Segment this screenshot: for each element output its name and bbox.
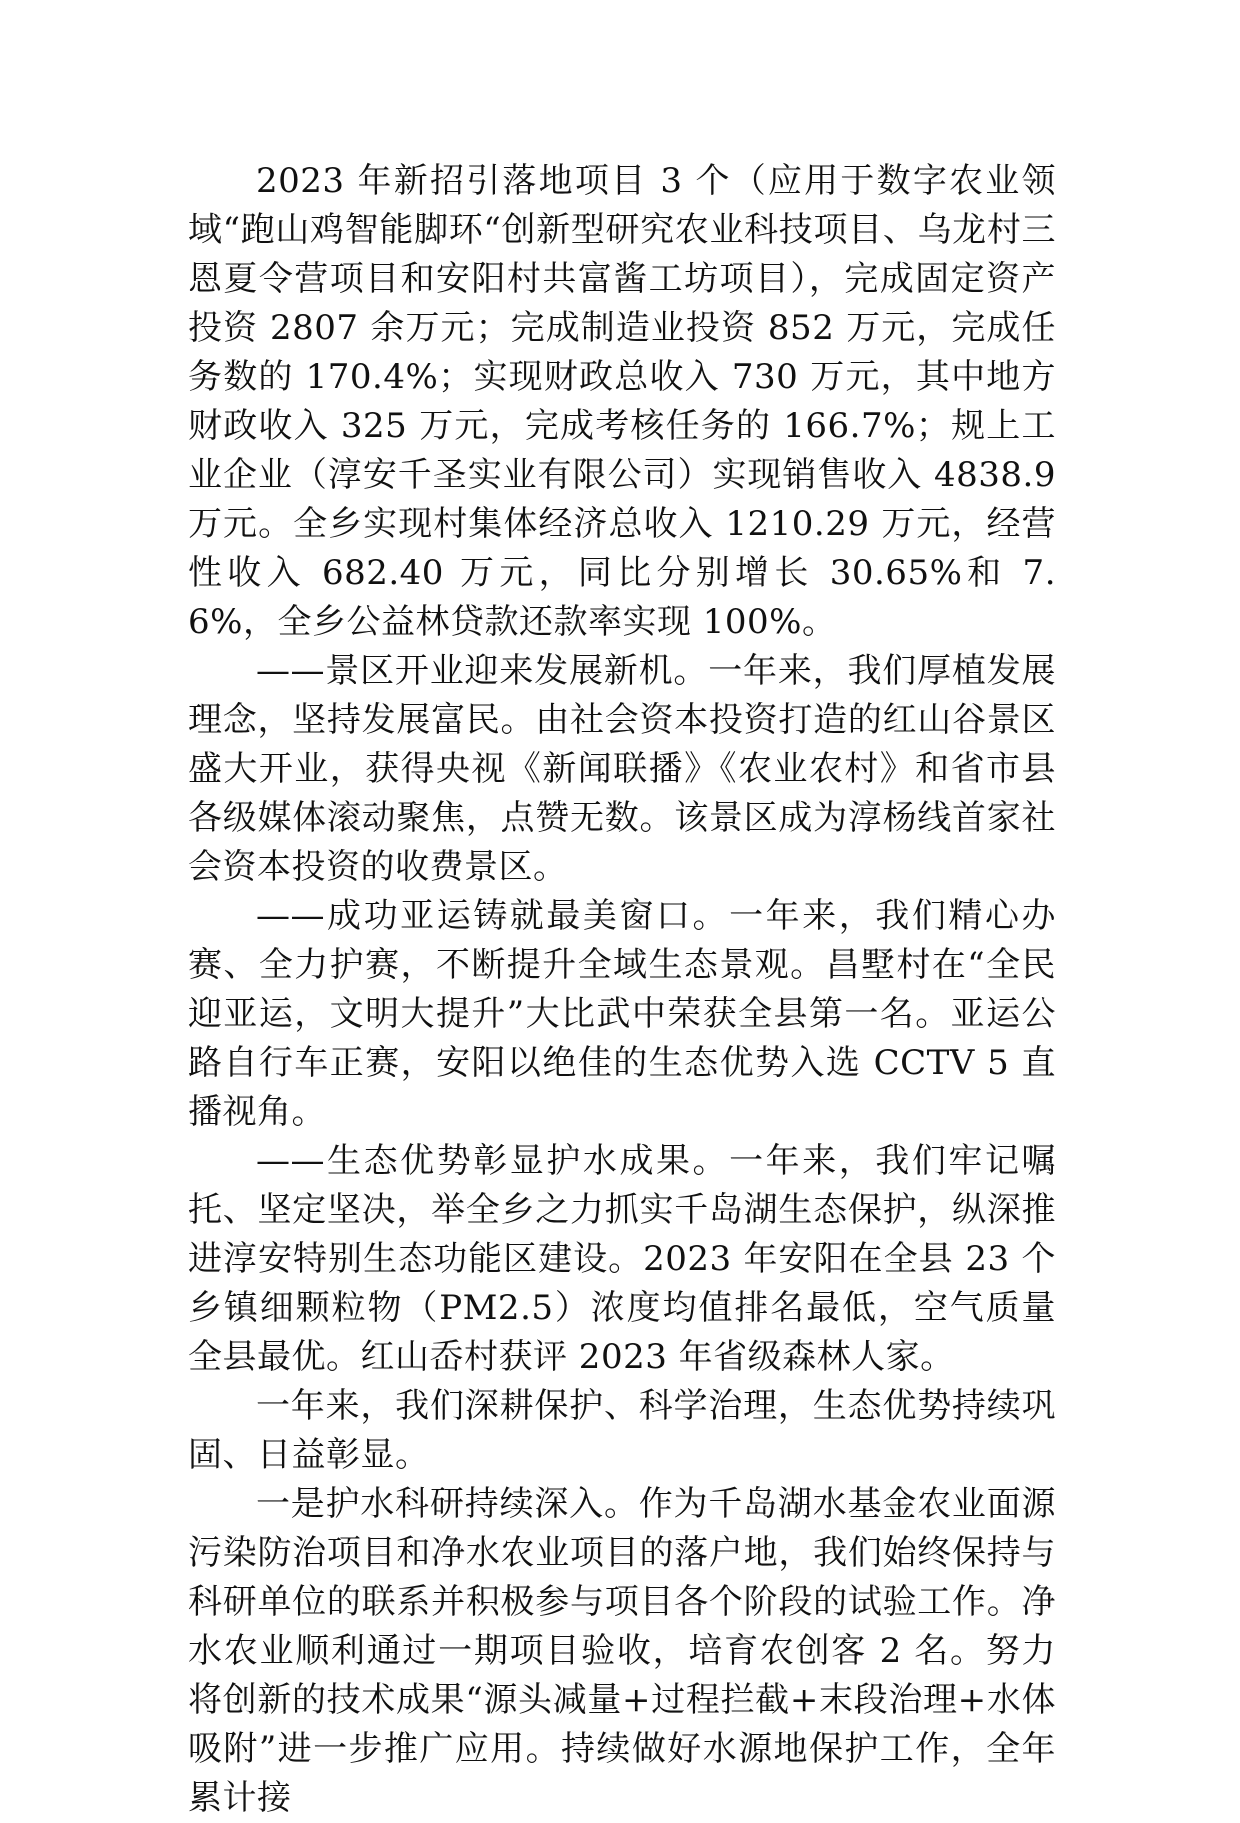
paragraph-protection-summary: 一年来，我们深耕保护、科学治理，生态优势持续巩固、日益彰显。 bbox=[188, 1386, 1056, 1475]
paragraph-ecology: ——生态优势彰显护水成果。一年来，我们牢记嘱托、坚定坚决，举全乡之力抓实千岛湖生态保护，纵深推进淳安特别生态功能区建设。2023 年安阳在全县 23 个乡镇细颗粒物（PM2.5）浓度均值排名最低，空气质量全县最优。红山岙村获评 2023 年省级森林人家。 bbox=[188, 1141, 1056, 1377]
document-body bbox=[188, 157, 1056, 1823]
paragraph-scenic-area: ——景区开业迎来发展新机。一年来，我们厚植发展理念，坚持发展富民。由社会资本投资打造的红山谷景区盛大开业，获得央视《新闻联播》《农业农村》和省市县各级媒体滚动聚焦，点赞无数。该景区成为淳杨线首家社会资本投资的收费景区。 bbox=[188, 651, 1056, 887]
paragraph-asian-games: ——成功亚运铸就最美窗口。一年来，我们精心办赛、全力护赛，不断提升全域生态景观。昌墅村在“全民迎亚运，文明大提升”大比武中荣获全县第一名。亚运公路自行车正赛，安阳以绝佳的生态优势入选 CCTV 5 直播视角。 bbox=[188, 896, 1056, 1132]
paragraph-investment-results: 2023 年新招引落地项目 3 个（应用于数字农业领域“跑山鸡智能脚环“创新型研究农业科技项目、乌龙村三恩夏令营项目和安阳村共富酱工坊项目），完成固定资产投资 2807 余万元；完成制造业投资 852 万元，完成任务数的 170.4%；实现财政总收入 730 万元，其中地方财政收入 325 万元，完成考核任务的 166.7%；规上工业企业（淳安千圣实业有限公司）实现销售收入 4838.9 万元。全乡实现村集体经济总收入 1210.29 万元，经营性收入 682.40 万元，同比分别增长 30.65%和 7.6%，全乡公益林贷款还款率实现 100%。 bbox=[188, 161, 1056, 642]
paragraph-water-research: 一是护水科研持续深入。作为千岛湖水基金农业面源污染防治项目和净水农业项目的落户地，我们始终保持与科研单位的联系并积极参与项目各个阶段的试验工作。净水农业顺利通过一期项目验收，培育农创客 2 名。努力将创新的技术成果“源头减量+过程拦截+末段治理+水体吸附”进一步推广应用。持续做好水源地保护工作，全年累计接 bbox=[188, 1484, 1056, 1818]
